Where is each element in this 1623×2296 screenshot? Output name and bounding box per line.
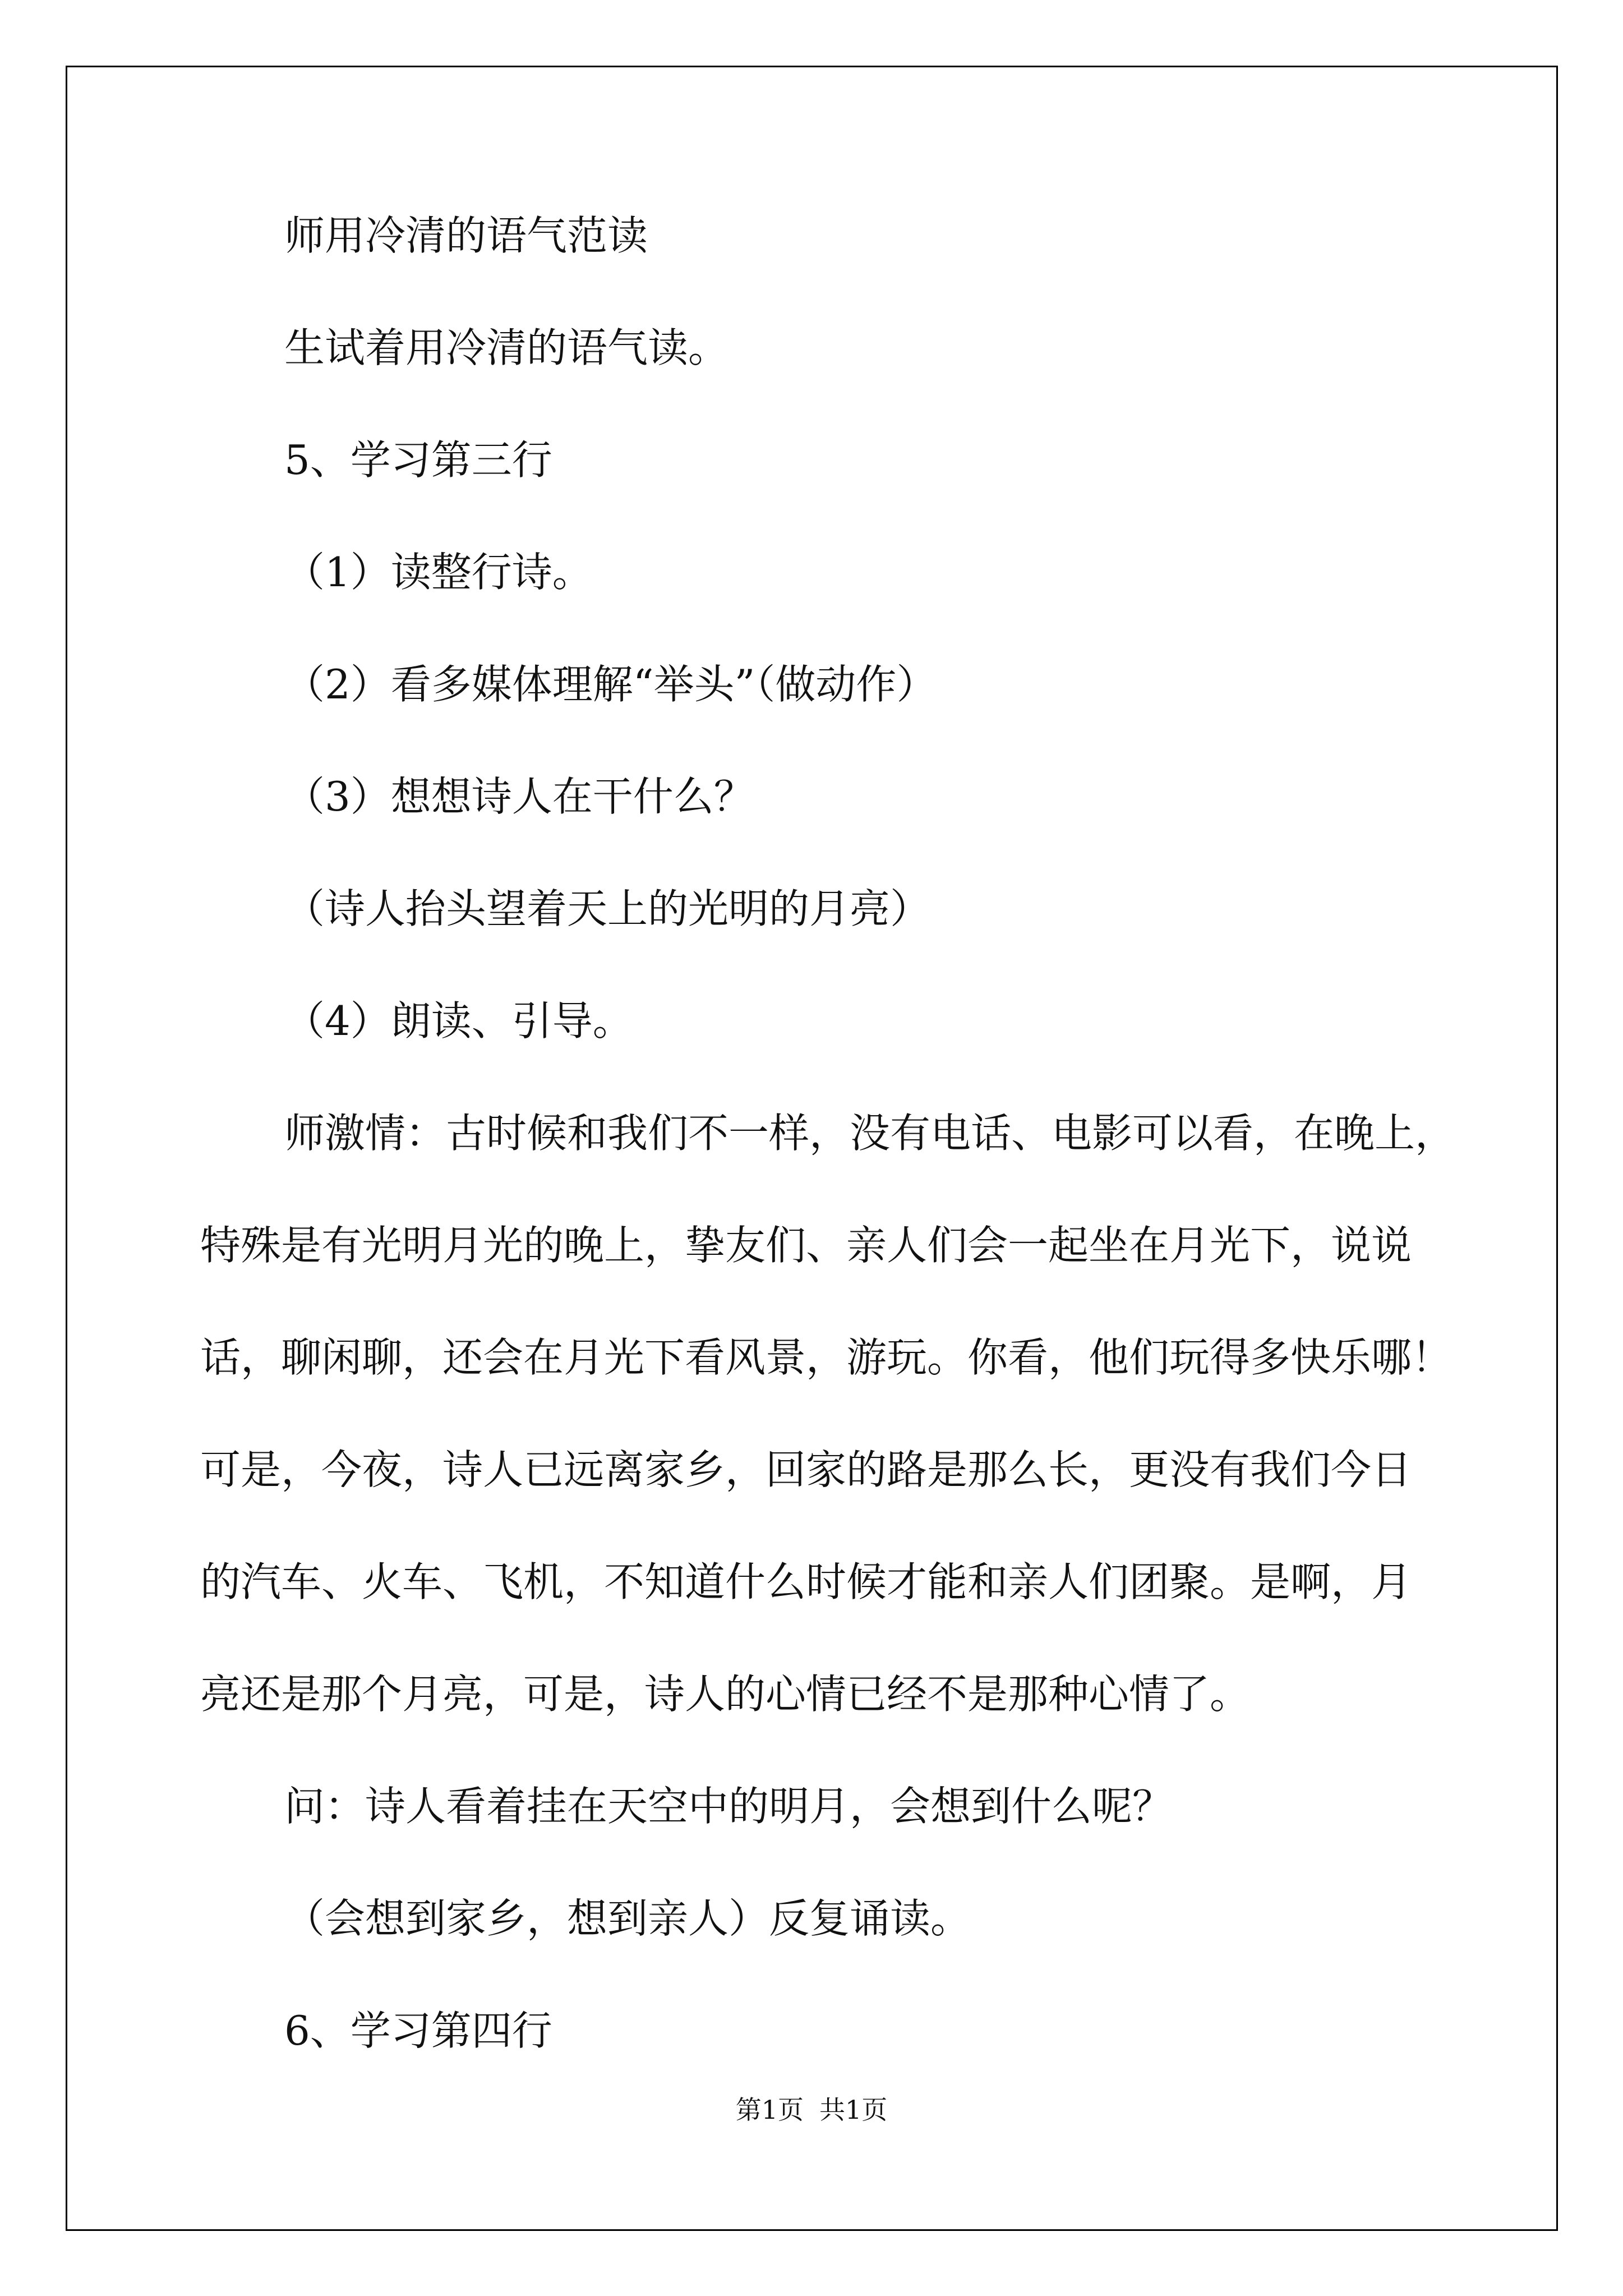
paragraph-line: （4）朗读、引导。 (284, 997, 633, 1045)
paragraph-line: （1）读整行诗。 (284, 549, 593, 596)
paragraph-line: 话，聊闲聊，还会在月光下看风景，游玩。你看，他们玩得多快乐哪！ (200, 1334, 1453, 1381)
paragraph-line: 特殊是有光明月光的晚上，挚友们、亲人们会一起坐在月光下，说说 (200, 1222, 1412, 1269)
paragraph-line: （3）想想诗人在干什么？ (284, 773, 754, 820)
paragraph-line: 的汽车、火车、飞机，不知道什么时候才能和亲人们团聚。是啊，月 (200, 1558, 1412, 1605)
paragraph-line: 问：诗人看着挂在天空中的明月，会想到什么呢？ (284, 1783, 1173, 1830)
page-number-current: 第1页 (735, 2095, 804, 2125)
paragraph-line: 生试着用冷清的语气读。 (284, 324, 729, 371)
paragraph-line: 师激情：古时候和我们不一样，没有电话、电影可以看，在晚上， (284, 1110, 1456, 1157)
paragraph-line: 可是，今夜，诗人已远离家乡，回家的路是那么长，更没有我们今日 (200, 1446, 1412, 1493)
paragraph-line: （2）看多媒体理解“举头”（做动作） (284, 661, 937, 708)
page-number-total: 共1页 (819, 2095, 888, 2125)
paragraph-line: 亮还是那个月亮，可是，诗人的心情已经不是那种心情了。 (200, 1671, 1251, 1718)
paragraph-line: （会想到家乡，想到亲人）反复诵读。 (284, 1895, 971, 1942)
paragraph-line: 师用冷清的语气范读 (284, 212, 648, 259)
section-heading: 6、学习第四行 (284, 2007, 552, 2054)
page-footer (0, 2090, 1623, 2127)
section-heading: 5、学习第三行 (284, 436, 552, 484)
paragraph-line: （诗人抬头望着天上的光明的月亮） (284, 885, 931, 932)
